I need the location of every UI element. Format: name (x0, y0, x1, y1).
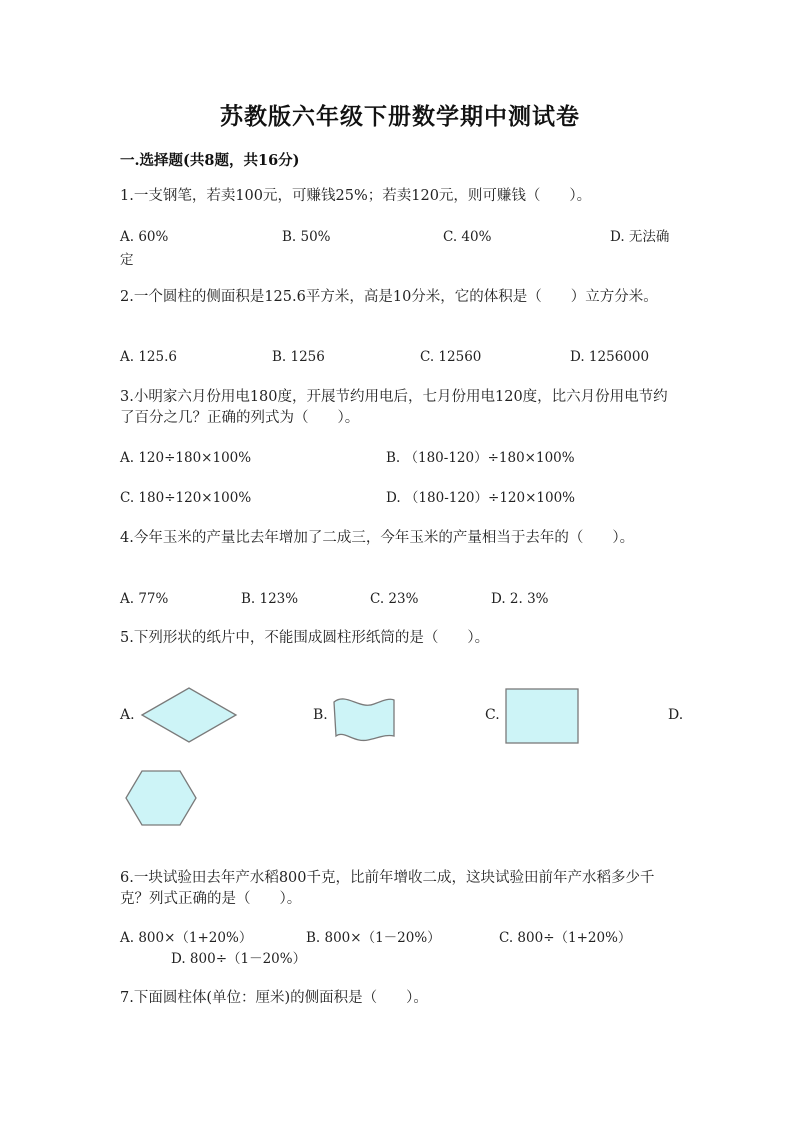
q1-option-d[interactable]: D. 无法确 (610, 229, 670, 245)
question-6: 6.一块试验田去年产水稻800千克，比前年增收二成，这块试验田前年产水稻多少千克？列式正确的是（ ）。 (120, 870, 655, 907)
page-title: 苏教版六年级下册数学期中测试卷 (220, 103, 580, 130)
q3-option-d[interactable]: D. （180-120）÷120×100% (386, 490, 576, 506)
question-3: 3.小明家六月份用电180度，开展节约用电后，七月份用电120度，比六月份用电节约了百分之几？正确的列式为（ ）。 (120, 389, 668, 426)
question-4: 4.今年玉米的产量比去年增加了二成三，今年玉米的产量相当于去年的（ ）。 (120, 530, 635, 546)
q6-option-a[interactable]: A. 800×（1+20%） (120, 930, 253, 946)
wavy-sheet-shape[interactable] (332, 694, 396, 744)
question-2: 2.一个圆柱的侧面积是125.6平方米，高是10分米，它的体积是（ ）立方分米。 (120, 289, 658, 305)
q6-option-b[interactable]: B. 800×（1－20%） (306, 930, 441, 946)
question-1: 1.一支钢笔，若卖100元，可赚钱25%；若卖120元，则可赚钱（ ）。 (120, 188, 592, 204)
q6-option-c[interactable]: C. 800÷（1+20%） (499, 930, 632, 946)
question-5: 5.下列形状的纸片中，不能围成圆柱形纸筒的是（ ）。 (120, 630, 490, 646)
q5-option-c-label[interactable]: C. (485, 707, 500, 723)
hexagon-shape[interactable] (124, 769, 198, 827)
q5-option-b-label[interactable]: B. (313, 707, 328, 723)
rhombus-shape[interactable] (140, 686, 238, 744)
q5-option-d-label[interactable]: D. (668, 707, 684, 723)
q2-option-b[interactable]: B. 1256 (272, 349, 325, 365)
rectangle-shape[interactable] (505, 688, 579, 744)
q3-option-c[interactable]: C. 180÷120×100% (120, 490, 252, 506)
q4-option-b[interactable]: B. 123% (241, 591, 299, 607)
q1-option-d-wrap: 定 (120, 252, 134, 268)
q4-option-d[interactable]: D. 2. 3% (491, 591, 549, 607)
q4-option-a[interactable]: A. 77% (120, 591, 169, 607)
q1-option-a[interactable]: A. 60% (120, 229, 169, 245)
q4-option-c[interactable]: C. 23% (370, 591, 419, 607)
q3-option-b[interactable]: B. （180-120）÷180×100% (386, 450, 575, 466)
section-heading: 一.选择题(共8题，共16分) (120, 152, 300, 169)
q2-option-d[interactable]: D. 1256000 (570, 349, 650, 365)
question-7: 7.下面圆柱体(单位：厘米)的侧面积是（ ）。 (120, 990, 428, 1006)
q6-option-d[interactable]: D. 800÷（1－20%） (171, 951, 307, 967)
q2-option-c[interactable]: C. 12560 (420, 349, 482, 365)
q3-option-a[interactable]: A. 120÷180×100% (120, 450, 252, 466)
q5-option-a-label[interactable]: A. (120, 707, 135, 723)
q1-option-c[interactable]: C. 40% (443, 229, 492, 245)
q2-option-a[interactable]: A. 125.6 (120, 349, 177, 365)
q1-option-b[interactable]: B. 50% (282, 229, 331, 245)
